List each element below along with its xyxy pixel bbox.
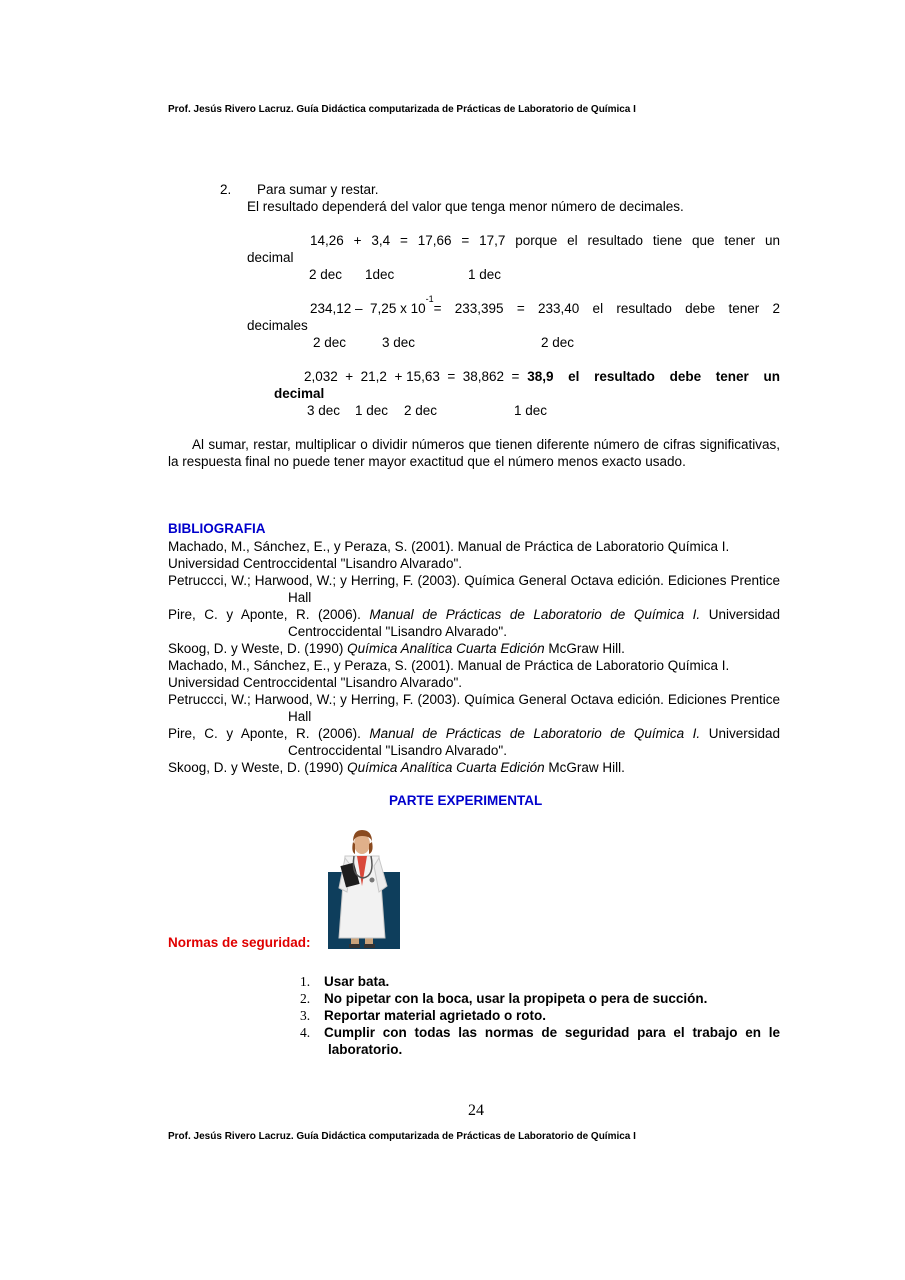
safety-rules-list: [300, 973, 780, 1058]
rule-text: Cumplir con todas las normas de seguridad para el trabajo en le: [324, 1025, 780, 1040]
example-1-dec-b: 1dec: [365, 267, 395, 282]
bib-pire-publisher: Universidad Centroccidental "Lisandro Alvarado".: [288, 726, 780, 758]
example-2-expr-b: = 233,395 = 233,40 el resultado debe tener 2: [433, 301, 780, 316]
example-2-dec-a: 2 dec: [313, 335, 347, 350]
example-3-dec-b: 1 dec: [355, 403, 389, 418]
bibliography-list: [168, 538, 780, 776]
bib-pire-title: Manual de Prácticas de Laboratorio de Química I.: [369, 726, 701, 741]
bib-entry-petrucci: Petruccci, W.; Harwood, W.; y Herring, F. (2003). Química General Octava edición. Ediciones Prentice Hall: [168, 573, 780, 605]
bib-entry-pire-repeat: [168, 725, 780, 759]
safety-rule-1: [300, 973, 780, 990]
example-2-continuation: decimales: [247, 318, 308, 333]
example-1-dec-c: 1 dec: [468, 267, 502, 282]
bib-entry-pire: [168, 606, 780, 640]
example-3-continuation: decimal: [274, 386, 325, 401]
item-title: Para sumar y restar.: [257, 182, 379, 197]
bib-entry-skoog: [168, 640, 780, 657]
rule-number: 1.: [300, 974, 311, 989]
safety-rule-4-continuation: laboratorio.: [328, 1042, 403, 1057]
item-text: El resultado dependerá del valor que tenga menor número de decimales.: [247, 199, 684, 214]
example-2-dec-b: 3 dec: [382, 335, 416, 350]
example-3-dec-a: 3 dec: [307, 403, 341, 418]
bib-pire-title: Manual de Prácticas de Laboratorio de Química I.: [369, 607, 701, 622]
item-number: 2.: [220, 182, 232, 197]
rule-text: Reportar material agrietado o roto.: [324, 1008, 547, 1023]
bib-pire-authors: Pire, C. y Aponte, R. (2006).: [168, 726, 370, 741]
bib-entry-machado-repeat: Machado, M., Sánchez, E., y Peraza, S. (2001). Manual de Práctica de Laboratorio Química I. Universidad Centroccidental "Lisandro Alvarado".: [168, 658, 730, 690]
safety-rule-3: [300, 1007, 780, 1024]
rule-text: Usar bata.: [324, 974, 390, 989]
example-3-expr: 2,032 + 21,2 + 15,63 = 38,862 =: [304, 369, 524, 384]
bib-skoog-publisher: McGraw Hill.: [544, 760, 625, 775]
bib-entry-machado: Machado, M., Sánchez, E., y Peraza, S. (2001). Manual de Práctica de Laboratorio Química I. Universidad Centroccidental "Lisandro Alvarado".: [168, 539, 730, 571]
example-2-expression: [310, 294, 780, 317]
page-header: Prof. Jesús Rivero Lacruz. Guía Didáctica computarizada de Prácticas de Laboratorio de Química I: [168, 104, 636, 115]
example-2-dec-c: 2 dec: [541, 335, 575, 350]
rule-text: No pipetar con la boca, usar la propipeta o pera de succión.: [324, 991, 708, 1006]
summary-paragraph: Al sumar, restar, multiplicar o dividir números que tienen diferente número de cifras significativas, la respuesta final no puede tener mayor exactitud que el número menos exacto usado.: [168, 437, 780, 469]
bib-skoog-authors: Skoog, D. y Weste, D. (1990): [168, 760, 348, 775]
rule-number: 2.: [300, 991, 311, 1006]
example-1-continuation: decimal: [247, 250, 294, 265]
example-1-dec-a: 2 dec: [309, 267, 343, 282]
scientist-illustration: [327, 826, 401, 950]
example-3-dec-c: 2 dec: [404, 403, 438, 418]
rule-number: 4.: [300, 1025, 311, 1040]
example-2-expr-a: 234,12 – 7,25 x 10: [310, 301, 426, 316]
rule-number: 3.: [300, 1008, 311, 1023]
example-1-expression: 14,26 + 3,4 = 17,66 = 17,7 porque el resultado tiene que tener un: [310, 233, 780, 248]
bib-pire-authors: Pire, C. y Aponte, R. (2006).: [168, 607, 370, 622]
example-3-expression: [304, 368, 780, 385]
bib-entry-skoog-repeat: [168, 759, 780, 776]
section-title: PARTE EXPERIMENTAL: [389, 793, 543, 808]
bib-skoog-publisher: McGraw Hill.: [544, 641, 625, 656]
safety-rule-2: [300, 990, 780, 1007]
page-footer: Prof. Jesús Rivero Lacruz. Guía Didáctica computarizada de Prácticas de Laboratorio de Química I: [168, 1131, 636, 1142]
example-3-result: 38,9 el resultado debe tener un: [527, 369, 780, 384]
page-number: 24: [468, 1102, 484, 1119]
safety-label: Normas de seguridad:: [168, 935, 311, 950]
bibliography-title: BIBLIOGRAFIA: [168, 521, 266, 536]
example-2-exponent: -1: [425, 294, 434, 304]
bib-skoog-title: Química Analítica Cuarta Edición: [347, 641, 545, 656]
example-3-dec-d: 1 dec: [514, 403, 548, 418]
bib-skoog-title: Química Analítica Cuarta Edición: [347, 760, 545, 775]
safety-rule-4: [300, 1024, 780, 1041]
bib-skoog-authors: Skoog, D. y Weste, D. (1990): [168, 641, 348, 656]
bib-pire-publisher: Universidad Centroccidental "Lisandro Alvarado".: [288, 607, 780, 639]
bib-entry-petrucci-repeat: Petruccci, W.; Harwood, W.; y Herring, F. (2003). Química General Octava edición. Ediciones Prentice Hall: [168, 692, 780, 724]
